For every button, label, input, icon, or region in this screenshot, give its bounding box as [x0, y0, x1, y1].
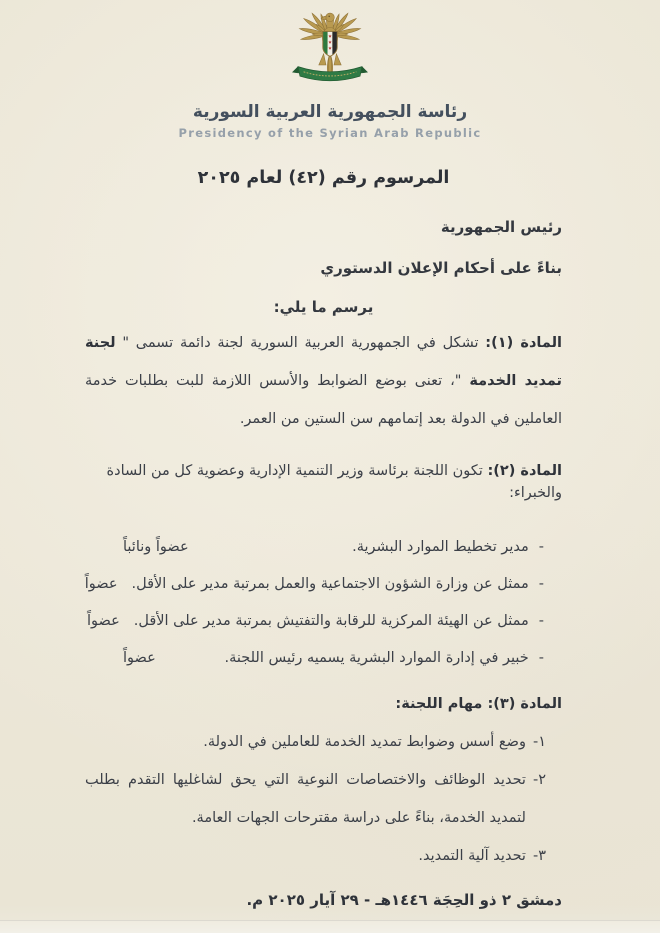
article-1-text: تشكل في الجمهورية العربية السورية لجنة دائمة تسمى " [115, 335, 486, 351]
member-description: مدير تخطيط الموارد البشرية. [352, 539, 529, 555]
member-role: عضواً [123, 650, 156, 666]
task-number: ٢- [532, 772, 546, 788]
constitutional-basis-line: بناءً على أحكام الإعلان الدستوري [320, 259, 562, 277]
article-1-text-continued: "، تعنى بوضع الضوابط والأسس اللازمة للبت بطلبات خدمة العاملين في الدولة بعد إتمامهم سن الستين من العمر. [85, 373, 562, 427]
member-role: عضواً [84, 576, 118, 592]
issuer-line: رئيس الجمهورية [440, 218, 562, 236]
member-description: خبير في إدارة الموارد البشرية يسميه رئيس اللجنة. [224, 650, 529, 666]
article-1-paragraph [85, 324, 562, 438]
article-2-heading [85, 460, 562, 504]
member-role: عضواً ونائباً [123, 539, 189, 555]
org-name-english: Presidency of the Syrian Arab Republic [178, 126, 482, 140]
syrian-coat-of-arms-emblem [282, 9, 378, 89]
list-dash: - [538, 613, 544, 629]
member-description: ممثل عن الهيئة المركزية للرقابة والتفتيش بمرتبة مدير على الأقل. [133, 613, 529, 629]
member-role: عضواً [86, 613, 120, 629]
member-description: ممثل عن وزارة الشؤون الاجتماعية والعمل بمرتبة مدير على الأقل. [131, 576, 529, 592]
task-text: تحديد آلية التمديد. [418, 848, 526, 864]
article-3-title: مهام اللجنة: [395, 696, 488, 712]
task-row [85, 723, 546, 761]
article-3-heading [85, 693, 562, 715]
member-row [86, 603, 544, 640]
decree-intro-line: يرسم ما يلي: [273, 298, 374, 316]
page-bottom-edge [0, 920, 660, 933]
article-2-label: المادة (٢): [487, 463, 562, 479]
committee-tasks-list [85, 723, 562, 875]
task-row [85, 837, 546, 875]
article-2-text: تكون اللجنة برئاسة وزير التنمية الإدارية وعضوية كل من السادة والخبراء: [106, 463, 562, 501]
member-row [123, 640, 544, 677]
org-name-arabic: رئاسة الجمهورية العربية السورية [192, 102, 468, 122]
decree-title: المرسوم رقم (٤٢) لعام ٢٠٢٥ [197, 168, 450, 188]
letterhead-emblem-wrap [0, 0, 660, 93]
list-dash: - [538, 539, 544, 555]
task-number: ٣- [532, 848, 546, 864]
list-dash: - [538, 576, 544, 592]
article-3-label: المادة (٣): [487, 696, 562, 712]
task-row [85, 761, 546, 837]
task-text: وضع أسس وضوابط تمديد الخدمة للعاملين في الدولة. [203, 734, 526, 750]
member-row [84, 566, 544, 603]
committee-members-list [85, 529, 562, 677]
committee-name-bold: لجنة تمديد الخدمة [85, 335, 562, 389]
article-1-label: المادة (١): [485, 335, 562, 351]
task-text: تحديد الوظائف والاختصاصات النوعية التي يحق لشاغليها التقدم بطلب لتمديد الخدمة، بناءً على دراسة مقترحات الجهات العامة. [85, 772, 526, 826]
date-and-place-line: دمشق ٢ ذو الحِجَة ١٤٤٦هـ - ٢٩ آيار ٢٠٢٥ م. [246, 891, 562, 909]
task-number: ١- [532, 734, 546, 750]
list-dash: - [538, 650, 544, 666]
member-row [123, 529, 544, 566]
